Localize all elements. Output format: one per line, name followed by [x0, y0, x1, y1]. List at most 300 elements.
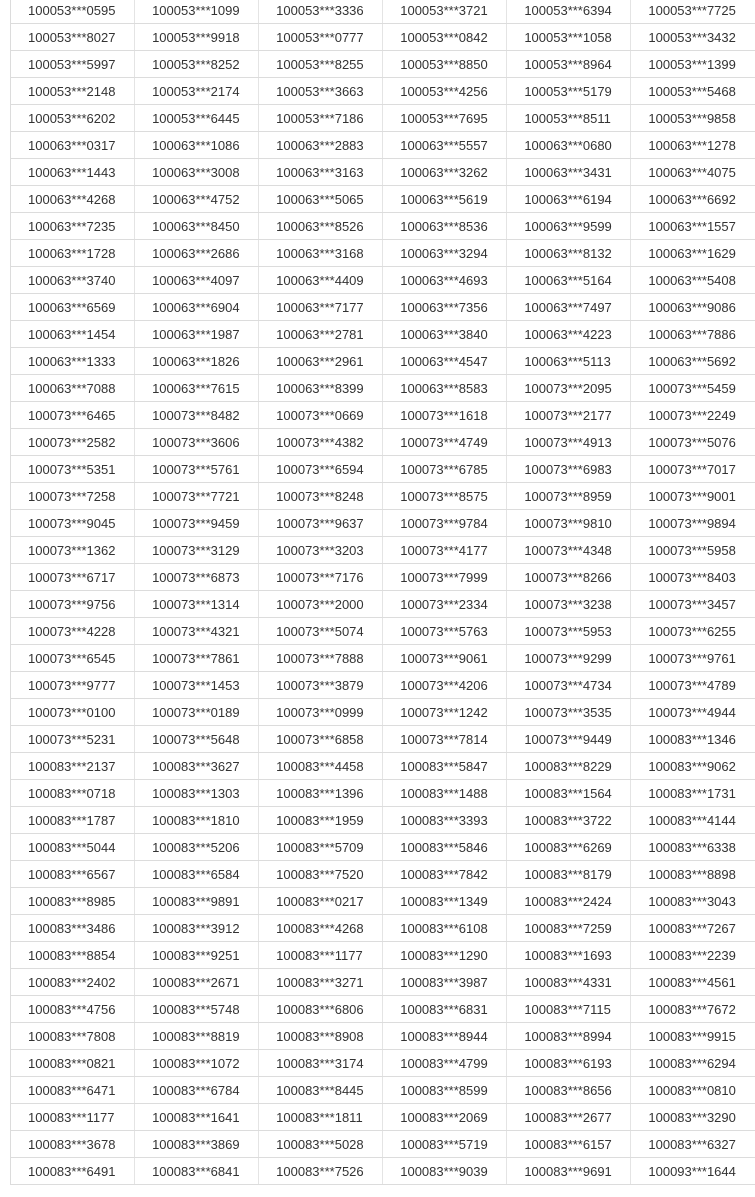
table-cell: 100063***6569 [11, 294, 135, 321]
table-cell: 100073***6465 [11, 402, 135, 429]
table-cell: 100073***0669 [259, 402, 383, 429]
table-cell: 100073***1618 [383, 402, 507, 429]
table-cell: 100073***9761 [631, 645, 755, 672]
table-cell: 100053***8255 [259, 51, 383, 78]
table-row [11, 483, 755, 510]
table-cell: 100083***1177 [11, 1104, 135, 1131]
table-cell: 100053***1099 [135, 0, 259, 24]
table-cell: 100063***1728 [11, 240, 135, 267]
table-cell: 100083***9915 [631, 1023, 755, 1050]
table-cell: 100053***3663 [259, 78, 383, 105]
table-row [11, 969, 755, 996]
table-cell: 100073***7258 [11, 483, 135, 510]
table-cell: 100083***7808 [11, 1023, 135, 1050]
table-row [11, 672, 755, 699]
table-cell: 100053***8511 [507, 105, 631, 132]
table-cell: 100073***5953 [507, 618, 631, 645]
table-cell: 100063***6692 [631, 186, 755, 213]
table-cell: 100063***1629 [631, 240, 755, 267]
table-cell: 100083***4756 [11, 996, 135, 1023]
table-cell: 100063***8583 [383, 375, 507, 402]
table-cell: 100083***8854 [11, 942, 135, 969]
table-cell: 100073***8575 [383, 483, 507, 510]
table-cell: 100073***2000 [259, 591, 383, 618]
table-cell: 100083***8898 [631, 861, 755, 888]
table-row [11, 1158, 755, 1185]
table-cell: 100063***8399 [259, 375, 383, 402]
table-cell: 100083***8599 [383, 1077, 507, 1104]
table-row [11, 726, 755, 753]
table-cell: 100063***2686 [135, 240, 259, 267]
table-cell: 100053***4256 [383, 78, 507, 105]
table-row [11, 402, 755, 429]
table-cell: 100083***8985 [11, 888, 135, 915]
table-cell: 100073***1314 [135, 591, 259, 618]
table-cell: 100073***9299 [507, 645, 631, 672]
table-cell: 100083***5846 [383, 834, 507, 861]
table-cell: 100083***8994 [507, 1023, 631, 1050]
table-cell: 100063***8536 [383, 213, 507, 240]
table-cell: 100073***3535 [507, 699, 631, 726]
table-cell: 100083***1346 [631, 726, 755, 753]
table-cell: 100083***1396 [259, 780, 383, 807]
table-cell: 100063***5408 [631, 267, 755, 294]
table-cell: 100083***2137 [11, 753, 135, 780]
table-cell: 100053***8964 [507, 51, 631, 78]
table-cell: 100083***4268 [259, 915, 383, 942]
table-row [11, 186, 755, 213]
table-cell: 100083***6108 [383, 915, 507, 942]
table-cell: 100083***6294 [631, 1050, 755, 1077]
table-cell: 100083***5206 [135, 834, 259, 861]
table-cell: 100093***1644 [631, 1158, 755, 1185]
table-cell: 100073***1453 [135, 672, 259, 699]
table-cell: 100063***8450 [135, 213, 259, 240]
table-cell: 100063***1443 [11, 159, 135, 186]
table-row [11, 1023, 755, 1050]
table-cell: 100063***1086 [135, 132, 259, 159]
table-cell: 100073***4228 [11, 618, 135, 645]
table-cell: 100083***6157 [507, 1131, 631, 1158]
table-cell: 100083***6584 [135, 861, 259, 888]
table-cell: 100053***9918 [135, 24, 259, 51]
table-row [11, 429, 755, 456]
table-cell: 100063***7088 [11, 375, 135, 402]
table-cell: 100053***6202 [11, 105, 135, 132]
table-cell: 100063***1826 [135, 348, 259, 375]
table-row [11, 348, 755, 375]
table-cell: 100073***5351 [11, 456, 135, 483]
table-cell: 100083***3987 [383, 969, 507, 996]
table-cell: 100083***3393 [383, 807, 507, 834]
table-row [11, 105, 755, 132]
table-row [11, 564, 755, 591]
table-cell: 100053***2148 [11, 78, 135, 105]
table-cell: 100063***5113 [507, 348, 631, 375]
table-cell: 100083***3678 [11, 1131, 135, 1158]
table-cell: 100073***4944 [631, 699, 755, 726]
table-cell: 100063***9086 [631, 294, 755, 321]
table-cell: 100053***1058 [507, 24, 631, 51]
table-cell: 100083***1072 [135, 1050, 259, 1077]
table-cell: 100063***4097 [135, 267, 259, 294]
table-cell: 100083***8179 [507, 861, 631, 888]
table-row [11, 510, 755, 537]
table-cell: 100083***0821 [11, 1050, 135, 1077]
table-cell: 100083***4799 [383, 1050, 507, 1077]
table-row [11, 456, 755, 483]
table-row [11, 942, 755, 969]
table-cell: 100073***0100 [11, 699, 135, 726]
table-row [11, 240, 755, 267]
table-cell: 100063***0680 [507, 132, 631, 159]
table-cell: 100063***8526 [259, 213, 383, 240]
table-cell: 100073***5648 [135, 726, 259, 753]
table-cell: 100083***2402 [11, 969, 135, 996]
table-cell: 100083***9062 [631, 753, 755, 780]
table-cell: 100053***0842 [383, 24, 507, 51]
table-cell: 100073***2582 [11, 429, 135, 456]
table-cell: 100063***8132 [507, 240, 631, 267]
table-cell: 100083***6338 [631, 834, 755, 861]
table-cell: 100053***8252 [135, 51, 259, 78]
table-cell: 100073***3129 [135, 537, 259, 564]
table-cell: 100083***1693 [507, 942, 631, 969]
table-cell: 100073***5763 [383, 618, 507, 645]
table-cell: 100063***6904 [135, 294, 259, 321]
table-row [11, 780, 755, 807]
table-cell: 100073***2334 [383, 591, 507, 618]
table-cell: 100073***8403 [631, 564, 755, 591]
table-row [11, 159, 755, 186]
table-cell: 100083***3486 [11, 915, 135, 942]
table-cell: 100053***0595 [11, 0, 135, 24]
table-cell: 100073***3238 [507, 591, 631, 618]
table-cell: 100073***0999 [259, 699, 383, 726]
table-cell: 100073***3606 [135, 429, 259, 456]
table-cell: 100073***7721 [135, 483, 259, 510]
table-cell: 100083***8944 [383, 1023, 507, 1050]
table-cell: 100083***3290 [631, 1104, 755, 1131]
table-cell: 100063***4223 [507, 321, 631, 348]
table-cell: 100053***8027 [11, 24, 135, 51]
table-cell: 100063***4547 [383, 348, 507, 375]
table-cell: 100063***3008 [135, 159, 259, 186]
table-cell: 100063***7177 [259, 294, 383, 321]
table-cell: 100073***4321 [135, 618, 259, 645]
table-cell: 100083***9691 [507, 1158, 631, 1185]
table-cell: 100063***7497 [507, 294, 631, 321]
table-cell: 100083***1488 [383, 780, 507, 807]
table-cell: 100073***8959 [507, 483, 631, 510]
table-row [11, 1104, 755, 1131]
table-cell: 100053***3721 [383, 0, 507, 24]
table-cell: 100063***5692 [631, 348, 755, 375]
table-cell: 100083***6491 [11, 1158, 135, 1185]
table-cell: 100063***4693 [383, 267, 507, 294]
table-cell: 100073***5459 [631, 375, 755, 402]
table-cell: 100073***4913 [507, 429, 631, 456]
table-cell: 100063***3168 [259, 240, 383, 267]
table-cell: 100073***3457 [631, 591, 755, 618]
table-cell: 100063***2883 [259, 132, 383, 159]
number-table-body [11, 0, 755, 1185]
table-row [11, 915, 755, 942]
table-cell: 100053***1399 [631, 51, 755, 78]
table-row [11, 699, 755, 726]
table-row [11, 888, 755, 915]
table-cell: 100083***6841 [135, 1158, 259, 1185]
table-cell: 100073***9449 [507, 726, 631, 753]
table-cell: 100063***7235 [11, 213, 135, 240]
table-cell: 100083***4144 [631, 807, 755, 834]
table-cell: 100073***4177 [383, 537, 507, 564]
table-cell: 100083***6806 [259, 996, 383, 1023]
table-cell: 100063***4409 [259, 267, 383, 294]
table-cell: 100063***5065 [259, 186, 383, 213]
table-cell: 100083***7520 [259, 861, 383, 888]
table-cell: 100073***9810 [507, 510, 631, 537]
table-cell: 100053***5997 [11, 51, 135, 78]
table-cell: 100083***4561 [631, 969, 755, 996]
table-cell: 100053***7725 [631, 0, 755, 24]
table-cell: 100083***1810 [135, 807, 259, 834]
table-cell: 100053***3432 [631, 24, 755, 51]
table-cell: 100083***3912 [135, 915, 259, 942]
table-cell: 100053***7186 [259, 105, 383, 132]
table-cell: 100073***5231 [11, 726, 135, 753]
table-cell: 100053***8850 [383, 51, 507, 78]
table-cell: 100083***4458 [259, 753, 383, 780]
table-cell: 100063***7615 [135, 375, 259, 402]
table-cell: 100073***5761 [135, 456, 259, 483]
table-cell: 100083***2239 [631, 942, 755, 969]
table-cell: 100083***5719 [383, 1131, 507, 1158]
table-cell: 100053***6394 [507, 0, 631, 24]
table-cell: 100073***3879 [259, 672, 383, 699]
table-cell: 100083***6193 [507, 1050, 631, 1077]
table-cell: 100083***0217 [259, 888, 383, 915]
table-cell: 100063***2961 [259, 348, 383, 375]
table-cell: 100073***8482 [135, 402, 259, 429]
table-cell: 100073***9061 [383, 645, 507, 672]
table-cell: 100063***3740 [11, 267, 135, 294]
table-cell: 100083***7115 [507, 996, 631, 1023]
table-cell: 100083***8819 [135, 1023, 259, 1050]
table-cell: 100063***3840 [383, 321, 507, 348]
table-cell: 100063***1557 [631, 213, 755, 240]
table-row [11, 294, 755, 321]
table-cell: 100083***8445 [259, 1077, 383, 1104]
table-cell: 100073***6858 [259, 726, 383, 753]
table-cell: 100083***6831 [383, 996, 507, 1023]
table-cell: 100073***5074 [259, 618, 383, 645]
table-cell: 100073***4382 [259, 429, 383, 456]
table-row [11, 645, 755, 672]
table-cell: 100063***3431 [507, 159, 631, 186]
table-cell: 100063***3262 [383, 159, 507, 186]
table-cell: 100063***6194 [507, 186, 631, 213]
table-cell: 100083***1731 [631, 780, 755, 807]
table-cell: 100063***5557 [383, 132, 507, 159]
table-cell: 100083***7842 [383, 861, 507, 888]
table-cell: 100083***6567 [11, 861, 135, 888]
table-cell: 100073***7814 [383, 726, 507, 753]
table-row [11, 753, 755, 780]
table-row [11, 1131, 755, 1158]
table-row [11, 24, 755, 51]
table-cell: 100073***4206 [383, 672, 507, 699]
table-cell: 100083***5044 [11, 834, 135, 861]
table-cell: 100073***4749 [383, 429, 507, 456]
table-cell: 100073***9784 [383, 510, 507, 537]
table-row [11, 267, 755, 294]
table-cell: 100063***4075 [631, 159, 755, 186]
table-row [11, 834, 755, 861]
table-row [11, 618, 755, 645]
table-cell: 100053***5179 [507, 78, 631, 105]
table-cell: 100083***8908 [259, 1023, 383, 1050]
table-cell: 100063***1333 [11, 348, 135, 375]
table-cell: 100073***6717 [11, 564, 135, 591]
table-cell: 100073***9894 [631, 510, 755, 537]
table-cell: 100083***5028 [259, 1131, 383, 1158]
table-cell: 100073***6983 [507, 456, 631, 483]
table-cell: 100063***7886 [631, 321, 755, 348]
table-cell: 100073***4734 [507, 672, 631, 699]
table-cell: 100073***7017 [631, 456, 755, 483]
table-cell: 100053***7695 [383, 105, 507, 132]
table-cell: 100073***6255 [631, 618, 755, 645]
table-cell: 100073***2177 [507, 402, 631, 429]
table-row [11, 537, 755, 564]
table-cell: 100053***9858 [631, 105, 755, 132]
table-cell: 100073***6594 [259, 456, 383, 483]
table-cell: 100073***7861 [135, 645, 259, 672]
table-cell: 100083***8656 [507, 1077, 631, 1104]
table-cell: 100053***6445 [135, 105, 259, 132]
table-row [11, 1050, 755, 1077]
table-cell: 100083***2424 [507, 888, 631, 915]
table-cell: 100073***9637 [259, 510, 383, 537]
table-cell: 100083***6269 [507, 834, 631, 861]
table-cell: 100063***7356 [383, 294, 507, 321]
table-row [11, 375, 755, 402]
table-cell: 100063***9599 [507, 213, 631, 240]
table-cell: 100073***8266 [507, 564, 631, 591]
table-cell: 100083***8229 [507, 753, 631, 780]
table-cell: 100083***2069 [383, 1104, 507, 1131]
table-cell: 100073***1362 [11, 537, 135, 564]
table-cell: 100063***5164 [507, 267, 631, 294]
table-cell: 100083***4331 [507, 969, 631, 996]
table-cell: 100063***1987 [135, 321, 259, 348]
table-cell: 100083***3722 [507, 807, 631, 834]
table-row [11, 0, 755, 24]
table-row [11, 591, 755, 618]
table-cell: 100083***3869 [135, 1131, 259, 1158]
table-cell: 100083***1349 [383, 888, 507, 915]
table-cell: 100073***9001 [631, 483, 755, 510]
table-cell: 100073***9045 [11, 510, 135, 537]
table-cell: 100063***3163 [259, 159, 383, 186]
table-cell: 100083***9891 [135, 888, 259, 915]
table-cell: 100083***6327 [631, 1131, 755, 1158]
table-cell: 100053***0777 [259, 24, 383, 51]
table-cell: 100073***5958 [631, 537, 755, 564]
table-cell: 100073***6785 [383, 456, 507, 483]
table-cell: 100073***1242 [383, 699, 507, 726]
table-cell: 100083***9251 [135, 942, 259, 969]
table-row [11, 78, 755, 105]
table-cell: 100063***3294 [383, 240, 507, 267]
table-cell: 100083***1811 [259, 1104, 383, 1131]
table-cell: 100083***1290 [383, 942, 507, 969]
table-cell: 100083***1564 [507, 780, 631, 807]
table-cell: 100083***3627 [135, 753, 259, 780]
table-cell: 100083***3271 [259, 969, 383, 996]
table-cell: 100073***8248 [259, 483, 383, 510]
table-row [11, 132, 755, 159]
table-cell: 100083***7259 [507, 915, 631, 942]
table-cell: 100083***1303 [135, 780, 259, 807]
table-cell: 100063***0317 [11, 132, 135, 159]
table-cell: 100073***4348 [507, 537, 631, 564]
table-cell: 100073***9777 [11, 672, 135, 699]
table-row [11, 1077, 755, 1104]
table-row [11, 51, 755, 78]
table-cell: 100063***1454 [11, 321, 135, 348]
table-cell: 100073***0189 [135, 699, 259, 726]
table-cell: 100083***5748 [135, 996, 259, 1023]
table-cell: 100073***5076 [631, 429, 755, 456]
table-cell: 100083***5847 [383, 753, 507, 780]
table-cell: 100073***7999 [383, 564, 507, 591]
table-cell: 100073***6545 [11, 645, 135, 672]
table-cell: 100063***5619 [383, 186, 507, 213]
table-cell: 100063***2781 [259, 321, 383, 348]
table-cell: 100083***1959 [259, 807, 383, 834]
table-cell: 100083***2671 [135, 969, 259, 996]
table-cell: 100073***3203 [259, 537, 383, 564]
table-cell: 100073***6873 [135, 564, 259, 591]
table-row [11, 807, 755, 834]
table-cell: 100083***1641 [135, 1104, 259, 1131]
number-table [10, 0, 755, 1185]
table-cell: 100073***2095 [507, 375, 631, 402]
table-cell: 100083***5709 [259, 834, 383, 861]
table-cell: 100083***6784 [135, 1077, 259, 1104]
table-cell: 100053***5468 [631, 78, 755, 105]
table-cell: 100083***9039 [383, 1158, 507, 1185]
table-cell: 100063***4268 [11, 186, 135, 213]
table-cell: 100073***7888 [259, 645, 383, 672]
table-cell: 100083***2677 [507, 1104, 631, 1131]
table-row [11, 321, 755, 348]
table-cell: 100083***1787 [11, 807, 135, 834]
table-cell: 100073***9459 [135, 510, 259, 537]
table-row [11, 996, 755, 1023]
table-cell: 100083***7672 [631, 996, 755, 1023]
table-cell: 100083***3174 [259, 1050, 383, 1077]
table-cell: 100073***7176 [259, 564, 383, 591]
table-cell: 100053***2174 [135, 78, 259, 105]
table-cell: 100083***1177 [259, 942, 383, 969]
table-cell: 100053***3336 [259, 0, 383, 24]
table-cell: 100083***0810 [631, 1077, 755, 1104]
table-cell: 100073***2249 [631, 402, 755, 429]
table-cell: 100073***9756 [11, 591, 135, 618]
